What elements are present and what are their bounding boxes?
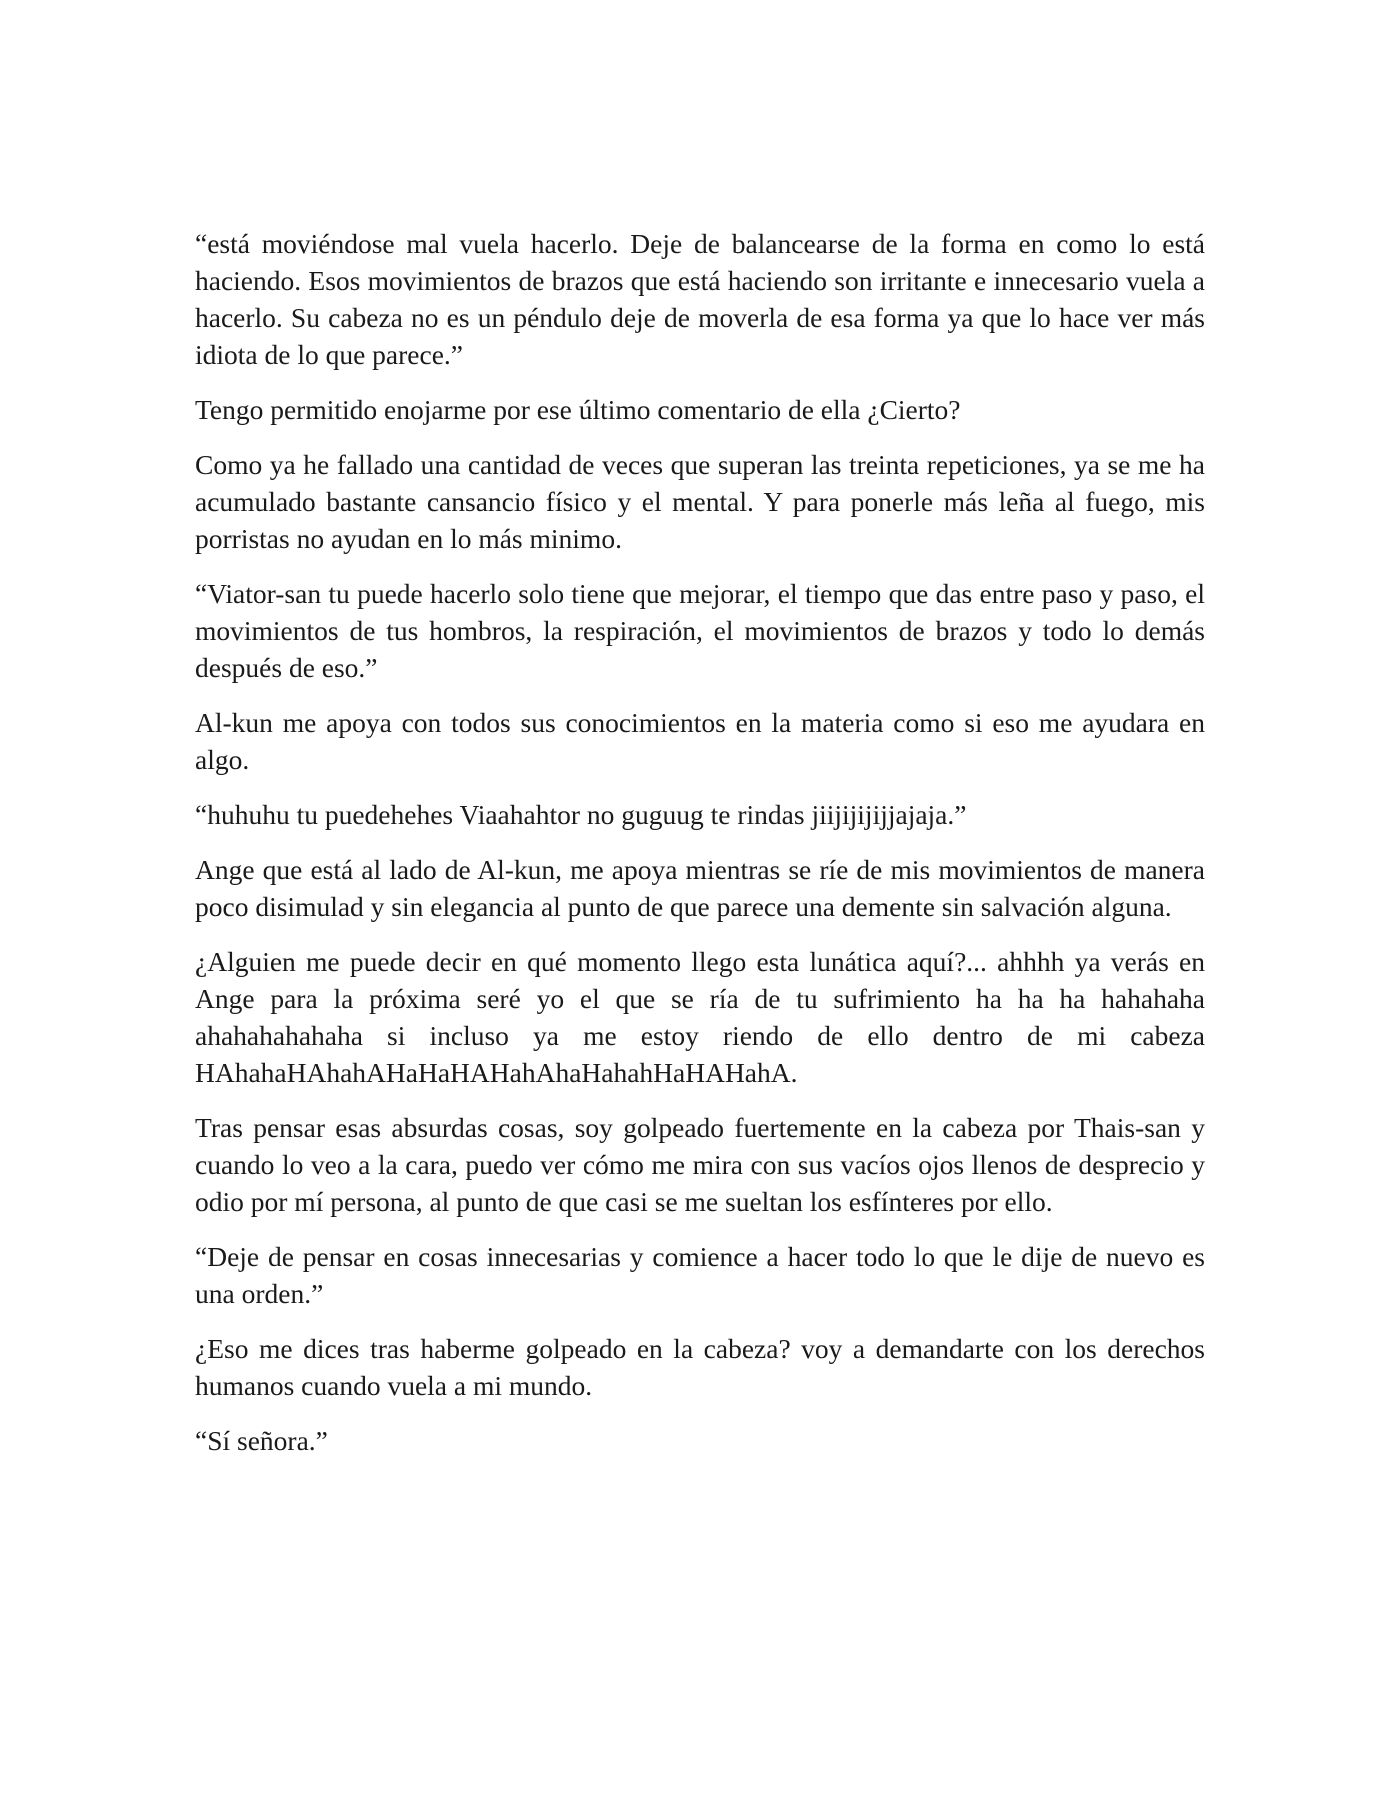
paragraph-8: ¿Alguien me puede decir en qué momento llego esta lunática aquí?... ahhhh ya verás en Ange para la próxima seré yo el que se ría de tu sufrimiento ha ha ha hahahaha ahahahahahaha si incluso ya me estoy riendo de ello dentro de mi cabeza HAhahaHAhahAHaHaHAHahAhaHahahHaHAHahA. (195, 946, 1205, 1088)
paragraph-5: Al-kun me apoya con todos sus conocimientos en la materia como si eso me ayudara en algo. (195, 707, 1205, 775)
paragraph-6: “huhuhu tu puedehehes Viaahahtor no guguug te rindas jiijijijijjajaja.” (195, 799, 967, 830)
paragraph-3: Como ya he fallado una cantidad de veces que superan las treinta repeticiones, ya se me ha acumulado bastante cansancio físico y el mental. Y para ponerle más leña al fuego, mis porristas no ayudan en lo más minimo. (195, 449, 1205, 554)
paragraph-12: “Sí señora.” (195, 1425, 328, 1456)
paragraph-1: “está moviéndose mal vuela hacerlo. Deje de balancearse de la forma en como lo está haciendo. Esos movimientos de brazos que está haciendo son irritante e innecesario vuela a hacerlo. Su cabeza no es un péndulo deje de moverla de esa forma ya que lo hace ver más idiota de lo que parece.” (195, 228, 1205, 370)
paragraph-4: “Viator-san tu puede hacerlo solo tiene que mejorar, el tiempo que das entre paso y paso, el movimientos de tus hombros, la respiración, el movimientos de brazos y todo lo demás después de eso.” (195, 578, 1205, 683)
paragraph-7: Ange que está al lado de Al-kun, me apoya mientras se ríe de mis movimientos de manera poco disimulad y sin elegancia al punto de que parece una demente sin salvación alguna. (195, 854, 1205, 922)
paragraph-11: ¿Eso me dices tras haberme golpeado en la cabeza? voy a demandarte con los derechos humanos cuando vuela a mi mundo. (195, 1333, 1205, 1401)
paragraph-9: Tras pensar esas absurdas cosas, soy golpeado fuertemente en la cabeza por Thais-san y cuando lo veo a la cara, puedo ver cómo me mira con sus vacíos ojos llenos de desprecio y odio por mí persona, al punto de que casi se me sueltan los esfínteres por ello. (195, 1112, 1205, 1217)
paragraph-10: “Deje de pensar en cosas innecesarias y comience a hacer todo lo que le dije de nuevo es una orden.” (195, 1241, 1205, 1309)
paragraph-2: Tengo permitido enojarme por ese último comentario de ella ¿Cierto? (195, 394, 961, 425)
document-page (195, 225, 1205, 1477)
